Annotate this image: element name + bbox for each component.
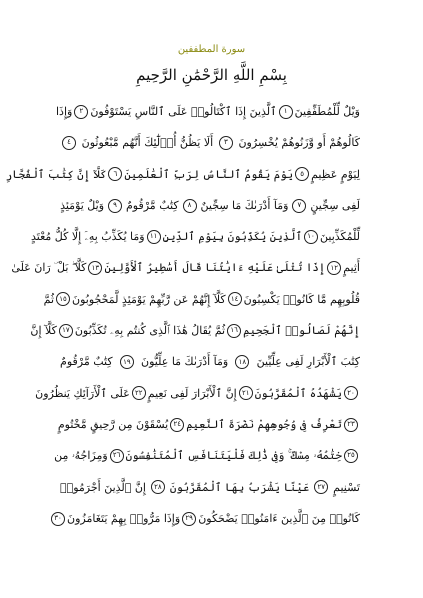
- basmala: بِسْمِ اللَّهِ الرَّحْمَٰنِ الرَّحِيمِ: [136, 66, 287, 84]
- ayah-number-marker: ٢٠: [344, 386, 358, 400]
- verse-text: وَإِذَا مَرُّوا۟ بِهِمْ يَتَغَامَزُونَ: [67, 511, 181, 525]
- text-line: [35, 378, 360, 409]
- verse-text: كَلَّا ۖ بَلْ ۜ رَانَ عَلَىٰ: [11, 261, 87, 275]
- verse-text: أَلَا يَظُنُّ أُو۟لَٰٓئِكَ أَنَّهُم مَّبْعُوثُونَ: [81, 136, 214, 150]
- verse-text: لِّلْمُكَذِّبِينَ: [320, 230, 360, 244]
- verse-text: قُلُوبِهِم مَّا كَانُوا۟ يَكْسِبُونَ: [243, 292, 360, 306]
- verse-text: كَلَّآ إِنَّ: [30, 324, 57, 338]
- verse-text: إِنَّ ٱلَّذِينَ أَجْرَمُوا۟: [60, 480, 146, 494]
- text-line: [60, 346, 360, 377]
- ayah-number-marker: ٢٥: [344, 449, 358, 463]
- verse-text: إِذَا تُتْلَىٰ عَلَيْهِ ءَايَٰتُنَا قَالَ أَسَٰطِيرُ ٱلْأَوَّلِينَ: [104, 261, 326, 275]
- verse-text: كَالُوهُمْ أَو وَّزَنُوهُمْ يُخْسِرُونَ: [238, 136, 360, 150]
- verse-text: وَيْلٌ لِّلْمُطَفِّفِينَ: [294, 105, 360, 118]
- text-line: [30, 315, 360, 346]
- ayah-number-marker: ٢٢: [132, 386, 146, 400]
- verse-text: وَيْلٌ يَوْمَئِذٍ: [60, 198, 105, 212]
- verse-text: كَانُوا۟ مِنَ ٱلَّذِينَ ءَامَنُوا۟ يَضْحَكُونَ: [198, 511, 360, 525]
- verse-text: وَمَآ أَدْرَىٰكَ مَا سِجِّينٌ: [200, 198, 289, 212]
- verse-text: ٱلَّذِينَ إِذَا ٱكْتَالُوا۟ عَلَى ٱلنَّاسِ يَسْتَوْفُونَ: [90, 105, 277, 118]
- verse-text: يُسْقَوْنَ مِن رَّحِيقٍ مَّخْتُومٍ: [57, 417, 169, 431]
- verse-text: تَسْنِيمٍ: [333, 480, 360, 494]
- text-line: [56, 96, 360, 127]
- verse-text: كِتَٰبَ ٱلْأَبْرَارِ لَفِى عِلِّيِّينَ: [256, 355, 360, 369]
- verse-text: أَثِيمٍ: [343, 261, 360, 275]
- verse-text: يَشْهَدُهُ ٱلْمُقَرَّبُونَ: [254, 386, 342, 400]
- ayah-number-marker: ٢٩: [182, 512, 196, 526]
- verse-text: وَإِذَا: [56, 105, 73, 118]
- ayah-number-marker: ٣: [219, 136, 233, 150]
- ayah-number-marker: ١٣: [88, 261, 102, 275]
- ayah-number-marker: ١٧: [59, 324, 73, 338]
- ayah-number-marker: ٥: [295, 167, 309, 181]
- ayah-number-marker: ١٦: [227, 324, 241, 338]
- ayah-number-marker: ٢: [74, 105, 88, 119]
- text-line: [60, 190, 360, 221]
- quran-text-block: [5, 96, 360, 534]
- ayah-number-marker: ٦: [108, 167, 122, 181]
- verse-text: يَوْمَ يَقُومُ ٱلنَّاسُ لِرَبِّ ٱلْعَٰلَمِينَ: [124, 167, 294, 181]
- ayah-number-marker: ٧: [292, 199, 306, 213]
- text-line: [30, 221, 360, 252]
- verse-text: ٱلَّذِينَ يُكَذِّبُونَ بِيَوْمِ ٱلدِّينِ: [162, 230, 303, 244]
- verse-text: عَيْنًا يَشْرَبُ بِهَا ٱلْمُقَرَّبُونَ: [169, 480, 310, 494]
- verse-text: وَمَا يُكَذِّبُ بِهِۦٓ إِلَّا كُلُّ مُعْتَدٍ: [30, 230, 145, 244]
- verse-text: عَلَى ٱلْأَرَآئِكِ يَنظُرُونَ: [35, 386, 130, 400]
- verse-text: كِتَٰبٌ مَّرْقُومٌ: [60, 355, 113, 369]
- text-line: [43, 284, 360, 315]
- ayah-number-marker: ٨: [183, 199, 197, 213]
- ayah-number-marker: ٢٤: [170, 418, 184, 432]
- verse-text: إِنَّ ٱلْأَبْرَارَ لَفِى نَعِيمٍ: [147, 386, 237, 400]
- text-line: [11, 252, 360, 283]
- ayah-number-marker: ٤: [62, 136, 76, 150]
- ayah-number-marker: ١٩: [120, 355, 134, 369]
- ayah-number-marker: ١٠: [304, 230, 318, 244]
- ayah-number-marker: ١٢: [327, 261, 341, 275]
- text-line: [60, 472, 360, 503]
- ayah-number-marker: ٢٨: [151, 480, 165, 494]
- verse-text: وَمَآ أَدْرَىٰكَ مَا عِلِّيُّونَ: [141, 355, 229, 369]
- ayah-number-marker: ١٥: [56, 292, 70, 306]
- verse-text: خِتَٰمُهُۥ مِسْكٌ ۚ وَفِى ذَٰلِكَ فَلْيَتَنَافَسِ ٱلْمُتَنَٰفِسُونَ: [125, 449, 342, 463]
- ayah-number-marker: ٢٦: [110, 449, 124, 463]
- text-line: [60, 127, 360, 158]
- verse-text: كَلَّآ إِنَّ كِتَٰبَ ٱلْفُجَّارِ: [5, 167, 107, 181]
- verse-text: كِتَٰبٌ مَّرْقُومٌ: [125, 198, 179, 212]
- text-line: [54, 440, 360, 471]
- verse-text: إِنَّهُمْ لَصَالُوا۟ ٱلْجَحِيمِ: [243, 324, 360, 338]
- verse-text: ثُمَّ يُقَالُ هَٰذَا ٱلَّذِى كُنتُم بِهِۦ تُكَذِّبُونَ: [74, 324, 226, 338]
- surah-title: سورة المطففين: [177, 44, 246, 55]
- verse-text: كَلَّآ إِنَّهُمْ عَن رَّبِّهِمْ يَوْمَئِذٍ لَّمَحْجُوبُونَ: [72, 292, 226, 306]
- ayah-number-marker: ٩: [108, 199, 122, 213]
- verse-text: تَعْرِفُ فِى وُجُوهِهِمْ نَضْرَةَ ٱلنَّعِيمِ: [186, 417, 342, 431]
- text-line: [5, 159, 360, 190]
- ayah-number-marker: ١٤: [228, 292, 242, 306]
- verse-text: ثُمَّ: [43, 292, 55, 306]
- text-line: [57, 409, 360, 440]
- ayah-number-marker: ١٨: [235, 355, 249, 369]
- verse-text: لِيَوْمٍ عَظِيمٍ: [311, 167, 360, 181]
- ayah-number-marker: ٣٠: [51, 512, 65, 526]
- ayah-number-marker: ٢٣: [344, 418, 358, 432]
- ayah-number-marker: ٢٧: [314, 480, 328, 494]
- ayah-number-marker: ١١: [147, 230, 161, 244]
- verse-text: لَفِى سِجِّينٍ: [310, 198, 360, 212]
- text-line: [54, 503, 360, 534]
- ayah-number-marker: ١: [279, 105, 293, 119]
- verse-text: وَمِزَاجُهُۥ مِن: [54, 449, 108, 463]
- ayah-number-marker: ٢١: [239, 386, 253, 400]
